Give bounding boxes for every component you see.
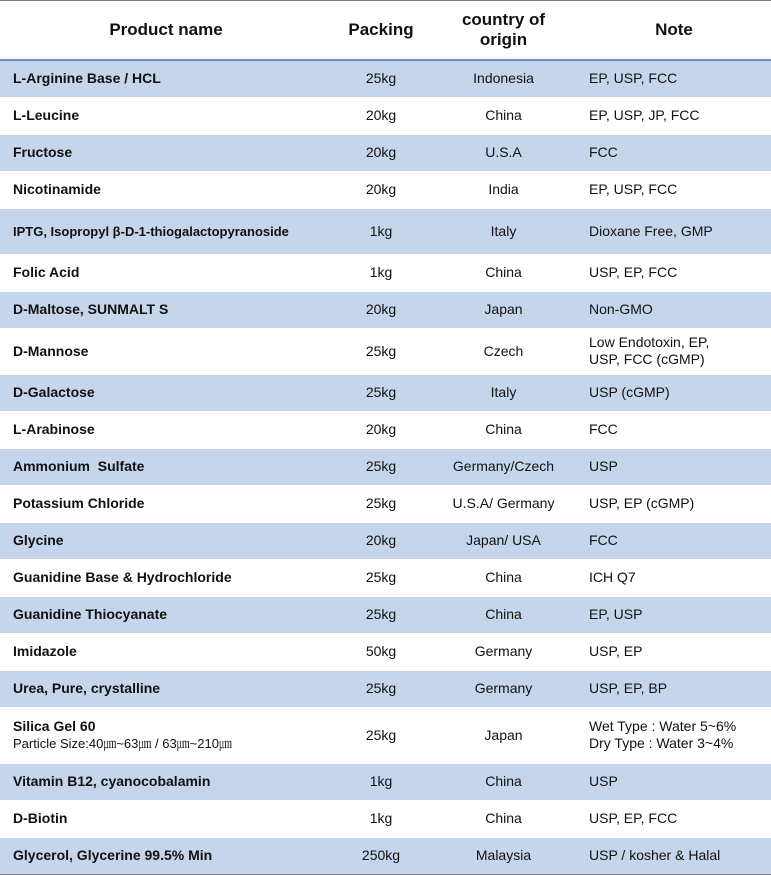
note: USP, EP, BP bbox=[577, 670, 771, 707]
packing: 20kg bbox=[332, 171, 430, 208]
product-name: IPTG, Isopropyl β-D-1-thiogalactopyranoside bbox=[0, 208, 332, 254]
note: EP, USP, FCC bbox=[577, 171, 771, 208]
origin: Italy bbox=[430, 374, 577, 411]
packing: 1kg bbox=[332, 763, 430, 800]
packing: 25kg bbox=[332, 596, 430, 633]
note: FCC bbox=[577, 411, 771, 448]
origin: Malaysia bbox=[430, 837, 577, 874]
origin: Germany/Czech bbox=[430, 448, 577, 485]
product-name: Glycine bbox=[0, 522, 332, 559]
packing: 25kg bbox=[332, 60, 430, 97]
product-name: Imidazole bbox=[0, 633, 332, 670]
header-packing: Packing bbox=[332, 1, 430, 61]
packing: 20kg bbox=[332, 291, 430, 328]
note: USP / kosher & Halal bbox=[577, 837, 771, 874]
origin: China bbox=[430, 596, 577, 633]
origin: U.S.A bbox=[430, 134, 577, 171]
packing: 20kg bbox=[332, 134, 430, 171]
table-row bbox=[0, 559, 771, 596]
packing: 50kg bbox=[332, 633, 430, 670]
product-name: Glycerol, Glycerine 99.5% Min bbox=[0, 837, 332, 874]
product-name: Vitamin B12, cyanocobalamin bbox=[0, 763, 332, 800]
table-row bbox=[0, 800, 771, 837]
note: USP, EP (cGMP) bbox=[577, 485, 771, 522]
origin: Japan bbox=[430, 291, 577, 328]
header-origin-line1: country of bbox=[461, 10, 546, 29]
origin: China bbox=[430, 254, 577, 291]
product-name: Fructose bbox=[0, 134, 332, 171]
product-name: D-Biotin bbox=[0, 800, 332, 837]
note: EP, USP, JP, FCC bbox=[577, 97, 771, 134]
table-row bbox=[0, 411, 771, 448]
product-name: Nicotinamide bbox=[0, 171, 332, 208]
origin: Czech bbox=[430, 328, 577, 374]
origin: China bbox=[430, 800, 577, 837]
note: USP, EP, FCC bbox=[577, 254, 771, 291]
table-row bbox=[0, 448, 771, 485]
origin: India bbox=[430, 171, 577, 208]
origin: Japan/ USA bbox=[430, 522, 577, 559]
table-row bbox=[0, 485, 771, 522]
note: USP (cGMP) bbox=[577, 374, 771, 411]
note-line-2: USP, FCC (cGMP) bbox=[589, 351, 705, 367]
note: EP, USP, FCC bbox=[577, 60, 771, 97]
origin: China bbox=[430, 763, 577, 800]
product-name: Guanidine Thiocyanate bbox=[0, 596, 332, 633]
origin: Italy bbox=[430, 208, 577, 254]
note bbox=[577, 328, 771, 374]
product-name: Guanidine Base & Hydrochloride bbox=[0, 559, 332, 596]
packing: 20kg bbox=[332, 97, 430, 134]
note-line-2: Dry Type : Water 3~4% bbox=[589, 735, 734, 751]
packing: 25kg bbox=[332, 448, 430, 485]
product-name: D-Galactose bbox=[0, 374, 332, 411]
header-row bbox=[0, 1, 771, 61]
note-line-1: Low Endotoxin, EP, bbox=[589, 334, 710, 350]
product-name: L-Arginine Base / HCL bbox=[0, 60, 332, 97]
note bbox=[577, 707, 771, 763]
table-row bbox=[0, 328, 771, 374]
origin: Japan bbox=[430, 707, 577, 763]
origin: China bbox=[430, 559, 577, 596]
product-name: Folic Acid bbox=[0, 254, 332, 291]
note: USP bbox=[577, 448, 771, 485]
origin: U.S.A/ Germany bbox=[430, 485, 577, 522]
packing: 25kg bbox=[332, 328, 430, 374]
packing: 25kg bbox=[332, 559, 430, 596]
header-origin-line2: origin bbox=[479, 30, 528, 49]
header-product-name: Product name bbox=[0, 1, 332, 61]
table-row bbox=[0, 291, 771, 328]
origin: China bbox=[430, 411, 577, 448]
packing: 25kg bbox=[332, 374, 430, 411]
table-row bbox=[0, 208, 771, 254]
table-row bbox=[0, 171, 771, 208]
packing: 25kg bbox=[332, 670, 430, 707]
note-line-1: Wet Type : Water 5~6% bbox=[589, 718, 737, 734]
table-row bbox=[0, 837, 771, 874]
table-row bbox=[0, 596, 771, 633]
table-row bbox=[0, 707, 771, 763]
header-origin bbox=[430, 1, 577, 61]
packing: 25kg bbox=[332, 485, 430, 522]
note: ICH Q7 bbox=[577, 559, 771, 596]
table-row bbox=[0, 134, 771, 171]
product-name: Ammonium Sulfate bbox=[0, 448, 332, 485]
packing: 1kg bbox=[332, 208, 430, 254]
table-row bbox=[0, 763, 771, 800]
note: USP, EP bbox=[577, 633, 771, 670]
product-name: Potassium Chloride bbox=[0, 485, 332, 522]
packing: 1kg bbox=[332, 254, 430, 291]
note: FCC bbox=[577, 522, 771, 559]
packing: 1kg bbox=[332, 800, 430, 837]
note: Non-GMO bbox=[577, 291, 771, 328]
origin: Germany bbox=[430, 670, 577, 707]
origin: Indonesia bbox=[430, 60, 577, 97]
table-row bbox=[0, 670, 771, 707]
product-name-sub: Particle Size:40㎛~63㎛ / 63㎛~210㎛ bbox=[13, 736, 232, 751]
header-note: Note bbox=[577, 1, 771, 61]
note: USP bbox=[577, 763, 771, 800]
product-name: L-Leucine bbox=[0, 97, 332, 134]
packing: 25kg bbox=[332, 707, 430, 763]
table-row bbox=[0, 374, 771, 411]
table-row bbox=[0, 633, 771, 670]
product-name-main: Silica Gel 60 bbox=[13, 718, 96, 734]
table-row bbox=[0, 522, 771, 559]
product-name: D-Mannose bbox=[0, 328, 332, 374]
packing: 250kg bbox=[332, 837, 430, 874]
note: EP, USP bbox=[577, 596, 771, 633]
note: Dioxane Free, GMP bbox=[577, 208, 771, 254]
note: FCC bbox=[577, 134, 771, 171]
origin: Germany bbox=[430, 633, 577, 670]
note: USP, EP, FCC bbox=[577, 800, 771, 837]
table-row bbox=[0, 97, 771, 134]
packing: 20kg bbox=[332, 411, 430, 448]
origin: China bbox=[430, 97, 577, 134]
table-row bbox=[0, 60, 771, 97]
product-name: L-Arabinose bbox=[0, 411, 332, 448]
product-name: D-Maltose, SUNMALT S bbox=[0, 291, 332, 328]
packing: 20kg bbox=[332, 522, 430, 559]
table-row bbox=[0, 254, 771, 291]
product-name bbox=[0, 707, 332, 763]
product-name: Urea, Pure, crystalline bbox=[0, 670, 332, 707]
